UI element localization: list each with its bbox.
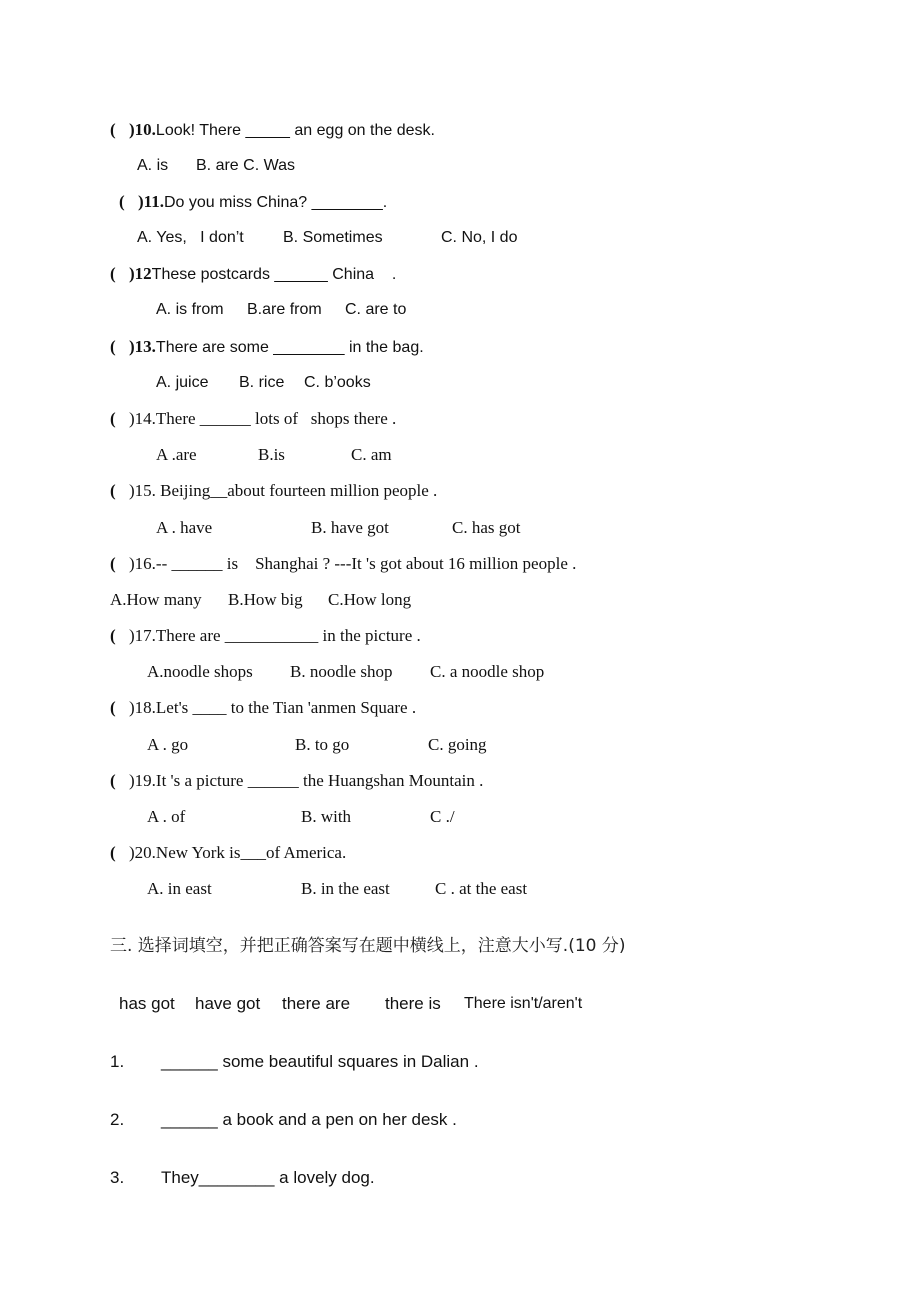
item-number: 3. (110, 1168, 125, 1187)
question-number: )10. (129, 120, 156, 139)
question-number: )11. (138, 192, 164, 211)
answer-option: C. are to (345, 301, 407, 318)
word-bank-item: There isn't/aren't (464, 995, 583, 1012)
word-bank-item: have got (195, 994, 261, 1013)
question-number: )18. (129, 698, 156, 717)
answer-option: A.How many (110, 590, 202, 609)
answer-option: C. has got (452, 518, 521, 537)
question-number: )17. (129, 626, 156, 645)
answer-option: B. rice (239, 374, 285, 391)
answer-option: A .are (156, 445, 197, 464)
item-number: 2. (110, 1110, 125, 1129)
question-text: -- ______ is Shanghai ? ---It 's got about 16 million people . (155, 554, 577, 573)
word-bank-item: there is (385, 994, 441, 1013)
question-12 (129, 264, 396, 284)
question-13 (129, 337, 424, 357)
answer-option: B.How big (228, 590, 303, 609)
word-bank-item: there are (282, 994, 351, 1013)
answer-paren: ( (119, 192, 125, 211)
answer-option: C . at the east (435, 879, 528, 898)
question-text: Beijing__about fourteen million people . (155, 481, 438, 500)
answer-option: A. is from (156, 301, 224, 318)
answer-option: C. No, I do (441, 229, 518, 246)
question-text: These postcards ______ China . (151, 266, 397, 283)
answer-option: A. is (137, 157, 169, 174)
answer-paren: ( (110, 771, 116, 790)
question-text: There are ___________ in the picture . (155, 626, 421, 645)
answer-option: C ./ (430, 807, 455, 826)
item-text: ______ some beautiful squares in Dalian . (161, 1052, 479, 1071)
answer-option: A. Yes, I don’t (137, 229, 244, 246)
answer-paren: ( (110, 337, 116, 356)
question-text: There are some ________ in the bag. (155, 339, 424, 356)
answer-option: C. a noodle shop (430, 662, 545, 681)
answer-option: B.are from (247, 301, 322, 318)
item-number: 1. (110, 1052, 125, 1071)
answer-option: A. juice (156, 374, 209, 391)
question-18 (129, 698, 416, 718)
answer-option: C. going (428, 735, 487, 754)
question-number: )19. (129, 771, 156, 790)
question-number: )15. (129, 481, 156, 500)
answer-paren: ( (110, 120, 116, 139)
answer-option: B. have got (311, 518, 389, 537)
answer-option: C. b’ooks (304, 374, 371, 391)
question-number: )14. (129, 409, 156, 428)
question-15 (129, 481, 437, 501)
answer-paren: ( (110, 843, 116, 862)
answer-paren: ( (110, 481, 116, 500)
answer-paren: ( (110, 409, 116, 428)
question-20 (129, 843, 346, 863)
question-16 (129, 554, 576, 574)
question-number: )16. (129, 554, 156, 573)
answer-option: C.How long (328, 590, 412, 609)
question-number: )13. (129, 337, 156, 356)
question-14 (129, 409, 396, 429)
item-text: ______ a book and a pen on her desk . (161, 1110, 457, 1129)
answer-option: A . go (147, 735, 189, 754)
question-10 (129, 120, 435, 140)
question-17 (129, 626, 421, 646)
question-number: )12 (129, 264, 152, 283)
question-text: There ______ lots of shops there . (155, 409, 397, 428)
answer-option: B. noodle shop (290, 662, 393, 681)
answer-option: A . of (147, 807, 186, 826)
answer-option: B. in the east (301, 879, 390, 898)
question-text: Look! There _____ an egg on the desk. (155, 122, 435, 139)
item-text: They________ a lovely dog. (161, 1168, 375, 1187)
answer-option: A. in east (147, 879, 212, 898)
word-bank-item: has got (119, 994, 175, 1013)
question-text: It 's a picture ______ the Huangshan Mountain . (155, 771, 484, 790)
answer-option: B.is (258, 445, 285, 464)
answer-paren: ( (110, 626, 116, 645)
question-19 (129, 771, 483, 791)
answer-option: A . have (156, 518, 213, 537)
answer-paren: ( (110, 264, 116, 283)
answer-option: B. Sometimes (283, 229, 383, 246)
answer-option: B. with (301, 807, 352, 826)
question-text: Let's ____ to the Tian 'anmen Square . (155, 698, 417, 717)
question-number: )20. (129, 843, 156, 862)
answer-option: B. to go (295, 735, 350, 754)
answer-option: B. are C. Was (196, 157, 295, 174)
question-11 (138, 192, 387, 212)
answer-option: A.noodle shops (147, 662, 253, 681)
section-heading: 三. 选择词填空，并把正确答案写在题中横线上，注意大小写.(10 分) (110, 936, 626, 956)
answer-paren: ( (110, 554, 116, 573)
answer-paren: ( (110, 698, 116, 717)
answer-option: C. am (351, 445, 392, 464)
question-text: New York is___of America. (155, 843, 347, 862)
question-text: Do you miss China? ________. (163, 194, 388, 211)
